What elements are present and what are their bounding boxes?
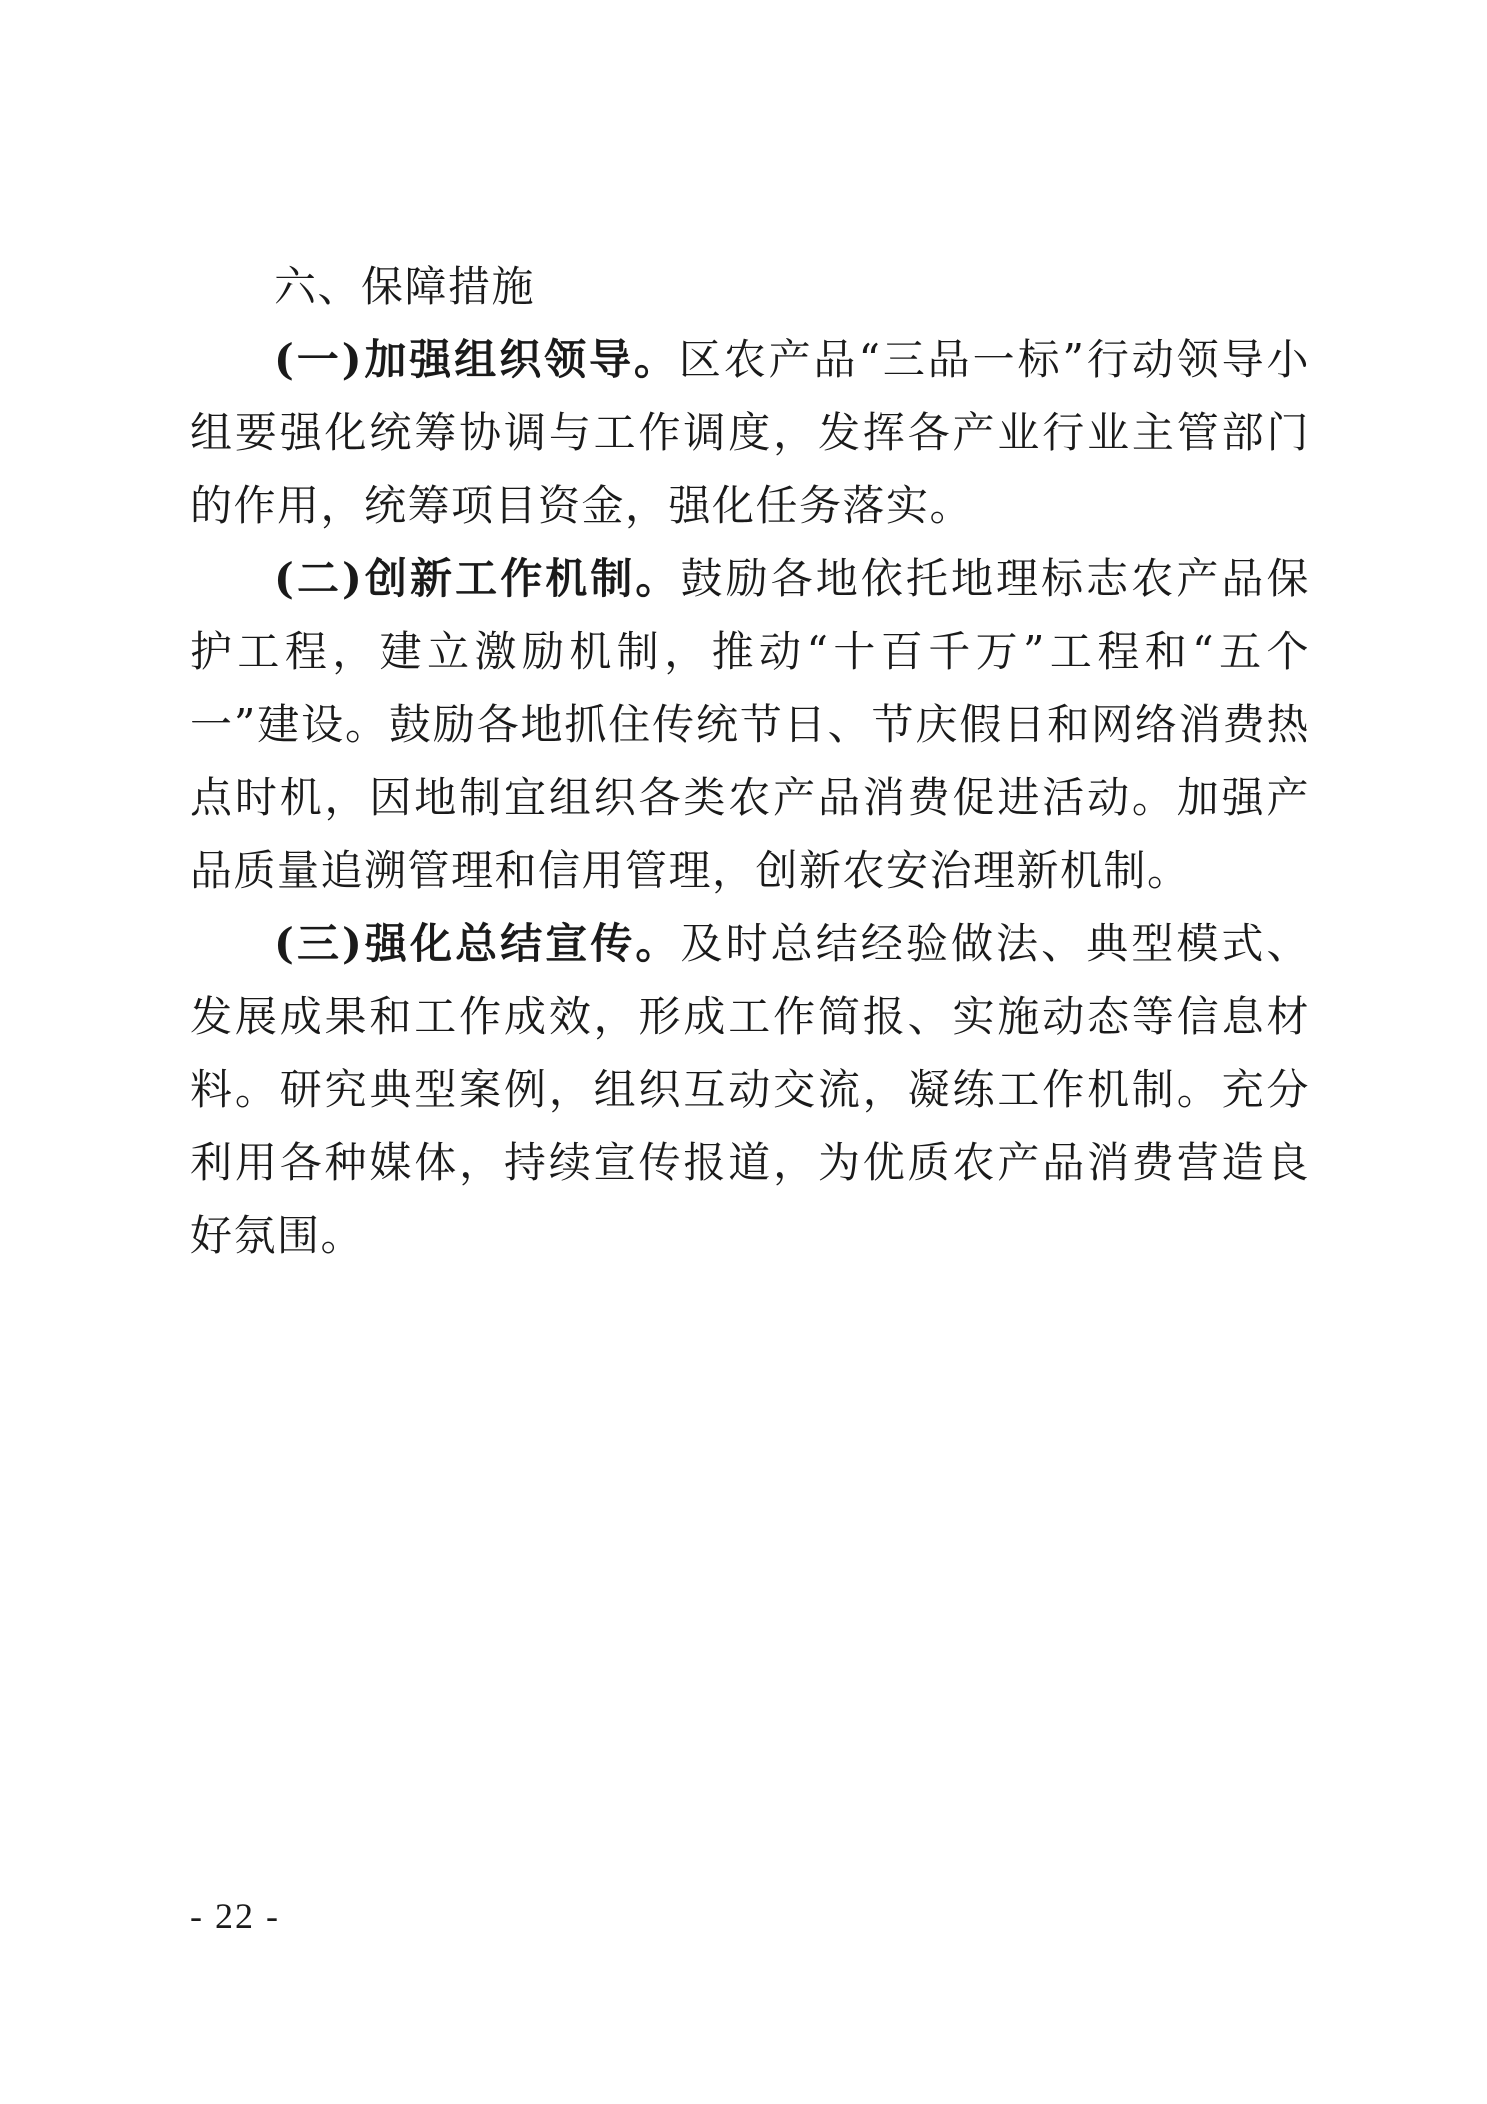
paragraph-2 <box>190 542 1310 907</box>
paragraph-1 <box>190 323 1310 542</box>
document-body <box>190 250 1310 1272</box>
paragraph-3-body: 及时总结经验做法、典型模式、发展成果和工作成效，形成工作简报、实施动态等信息材料。研究典型案例，组织互动交流，凝练工作机制。充分利用各种媒体，持续宣传报道，为优质农产品消费营造良好氛围。 <box>190 919 1310 1260</box>
section-title: 六、保障措施 <box>274 262 536 311</box>
page-number: - 22 - <box>190 1896 280 1936</box>
paragraph-1-body: 区农产品“三品一标”行动领导小组要强化统筹协调与工作调度，发挥各产业行业主管部门的作用，统筹项目资金，强化任务落实。 <box>190 335 1310 530</box>
paragraph-1-heading: (一)加强组织领导。 <box>274 335 679 384</box>
paragraph-3 <box>190 907 1310 1272</box>
paragraph-2-heading: (二)创新工作机制。 <box>274 554 681 603</box>
paragraph-3-heading: (三)强化总结宣传。 <box>274 919 681 968</box>
paragraph-2-body: 鼓励各地依托地理标志农产品保护工程，建立激励机制，推动“十百千万”工程和“五个一”建设。鼓励各地抓住传统节日、节庆假日和网络消费热点时机，因地制宜组织各类农产品消费促进活动。加强产品质量追溯管理和信用管理，创新农安治理新机制。 <box>190 554 1310 895</box>
